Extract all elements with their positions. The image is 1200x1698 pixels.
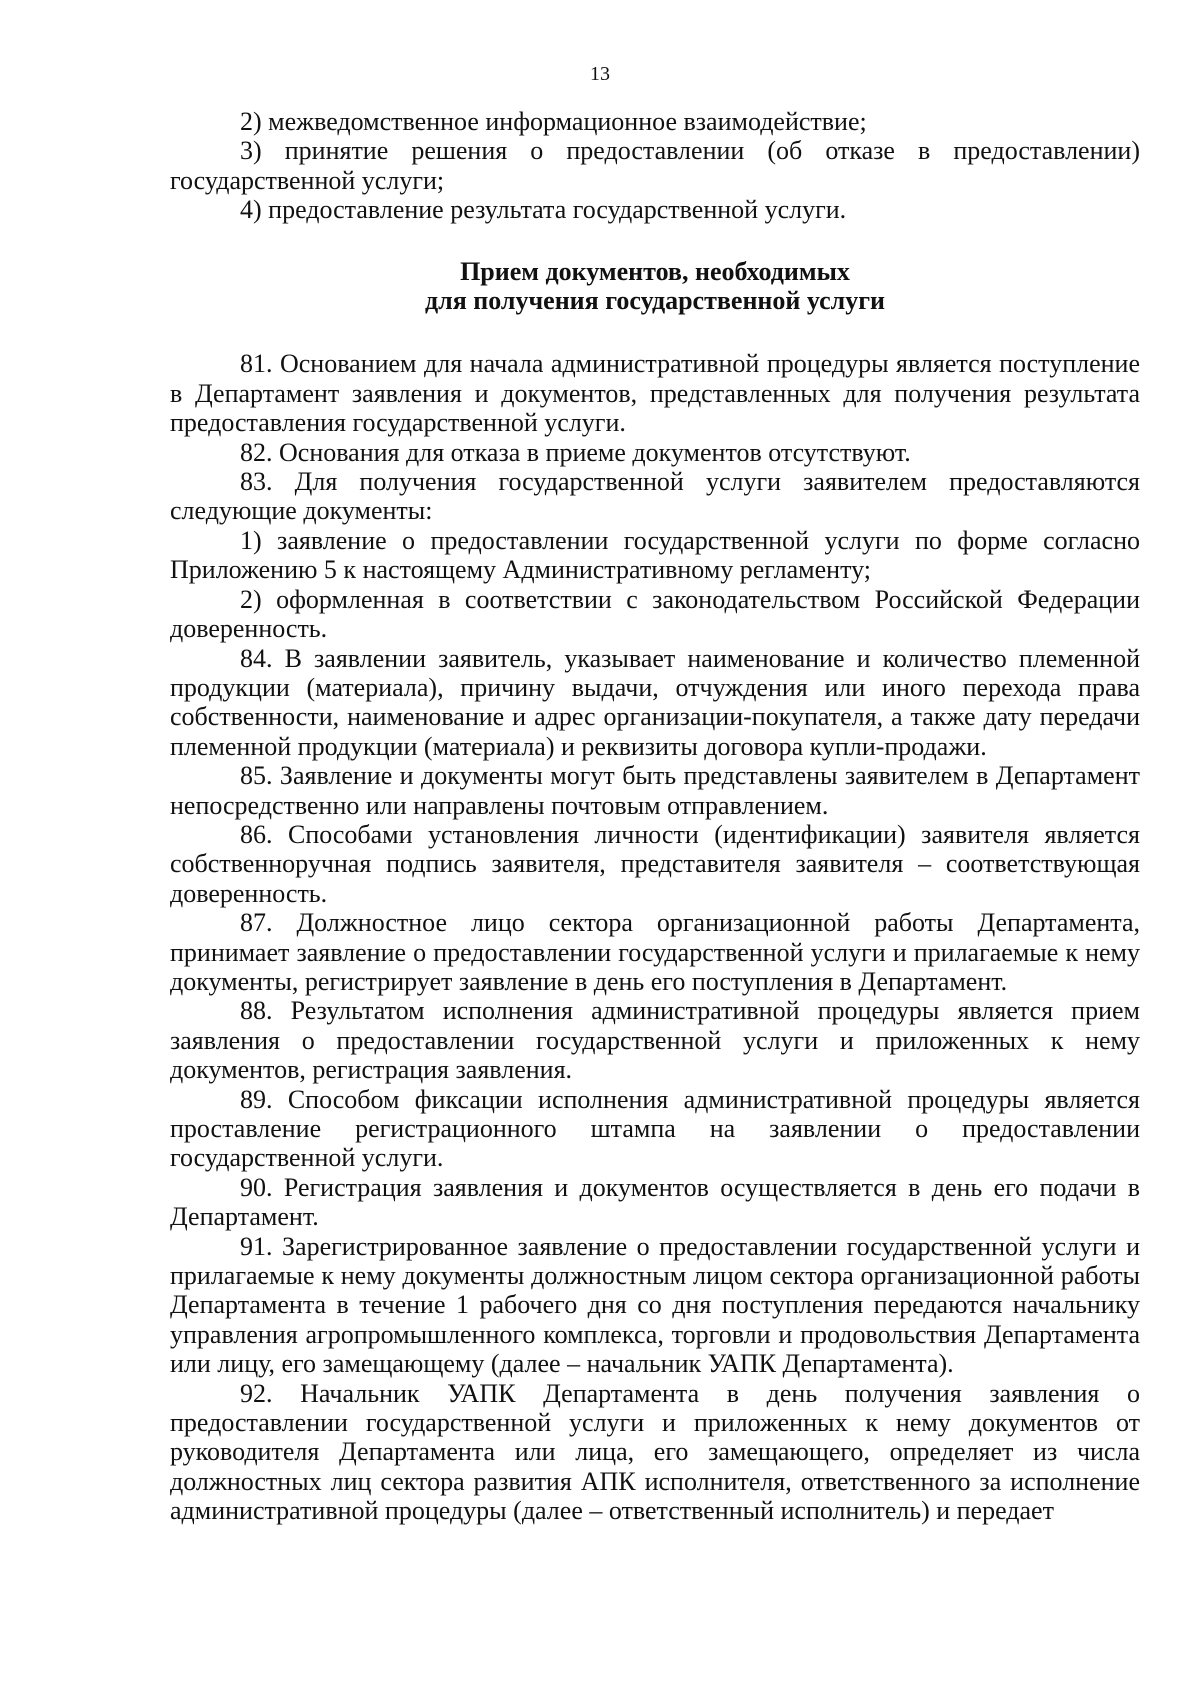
intro-item: 2) межведомственное информационное взаимодействие; (240, 107, 867, 136)
paragraph-88: 88. Результатом исполнения административной процедуры является прием заявления о предоставлении государственной услуги и приложенных к нему документов, регистрация заявления. (170, 996, 1140, 1085)
paragraph-83: 83. Для получения государственной услуги заявителем предоставляются следующие документы: (170, 467, 1140, 526)
document-body (170, 107, 1140, 1526)
paragraph-85: 85. Заявление и документы могут быть представлены заявителем в Департамент непосредственно или направлены почтовым отправлением. (170, 761, 1140, 820)
section-heading-line-2: для получения государственной услуги (424, 286, 886, 316)
paragraph-89: 89. Способом фиксации исполнения административной процедуры является проставление регистрационного штампа на заявлении о предоставлении государственной услуги. (170, 1084, 1140, 1173)
section-heading-line-1: Прием документов, необходимых (460, 256, 850, 286)
page-number: 13 (590, 63, 610, 85)
paragraph-82: 82. Основания для отказа в приеме документов отсутствуют. (240, 437, 911, 467)
paragraph-84: 84. В заявлении заявитель, указывает наименование и количество племенной продукции (материала), причину выдачи, отчуждения или иного перехода права собственности, наименование и адрес организации-покупателя, а также дату передачи племенной продукции (материала) и реквизиты договора купли-продажи. (170, 643, 1140, 761)
section-heading (170, 225, 1140, 350)
paragraph-81: 81. Основанием для начала административной процедуры является поступление в Департамент заявления и документов, представленных для получения результата предоставления государственной услуги. (170, 349, 1140, 438)
paragraph-91: 91. Зарегистрированное заявление о предоставлении государственной услуги и прилагаемые к нему документы должностным лицом сектора организационной работы Департамента в течение 1 рабочего дня со дня поступления передаются начальнику управления агропромышленного комплекса, торговли и продовольствия Департамента или лицу, его замещающему (далее – начальник УАПК Департамента). (170, 1231, 1140, 1379)
paragraph-90: 90. Регистрация заявления и документов осуществляется в день его подачи в Департамент. (170, 1172, 1140, 1232)
intro-item: 3) принятие решения о предоставлении (об отказе в предоставлении) государственной услуги; (170, 136, 1140, 195)
paragraph-86: 86. Способами установления личности (идентификации) заявителя является собственноручная подпись заявителя, представителя заявителя – соответствующая доверенность. (170, 819, 1140, 908)
paragraph-83-item-2: 2) оформленная в соответствии с законодательством Российской Федерации доверенность. (170, 584, 1140, 644)
paragraph-83-item-1: 1) заявление о предоставлении государственной услуги по форме согласно Приложению 5 к настоящему Административному регламенту; (170, 525, 1140, 585)
paragraph-87: 87. Должностное лицо сектора организационной работы Департамента, принимает заявление о предоставлении государственной услуги и прилагаемые к нему документы, регистрирует заявление в день его поступления в Департамент. (170, 908, 1140, 996)
paragraph-92: 92. Начальник УАПК Департамента в день получения заявления о предоставлении государственной услуги и приложенных к нему документов от руководителя Департамента или лица, его замещающего, определяет из числа должностных лиц сектора развития АПК исполнителя, ответственного за исполнение административной процедуры (далее – ответственный исполнитель) и передает (170, 1378, 1140, 1526)
intro-item: 4) предоставление результата государственной услуги. (240, 195, 847, 225)
